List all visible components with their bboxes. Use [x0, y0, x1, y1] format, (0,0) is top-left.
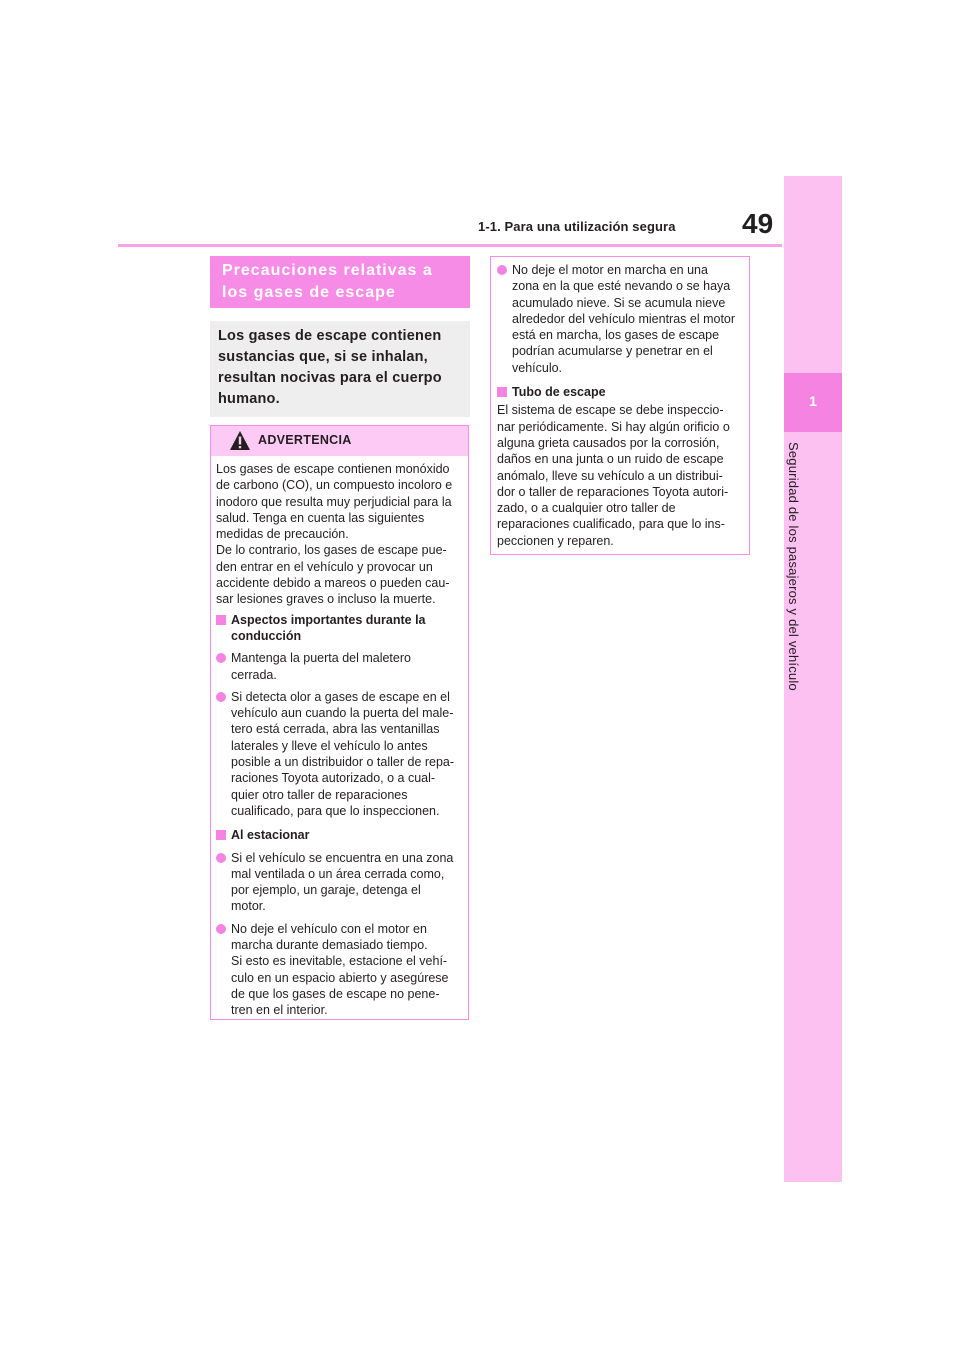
bullet-line: quier otro taller de reparaciones: [231, 787, 408, 802]
bullet-line: zona en la que esté nevando o se haya: [512, 279, 731, 294]
circle-bullet-icon: [216, 853, 226, 863]
paragraph-line: alguna grieta causados por la corrosión,: [497, 435, 720, 450]
circle-bullet-icon: [216, 692, 226, 702]
bullet-item: [216, 850, 463, 915]
bullet-line: está en marcha, los gases de escape: [512, 328, 720, 343]
section-title-line: Precauciones relativas a: [222, 262, 433, 279]
header-divider: [118, 244, 782, 247]
chapter-number: 1: [809, 393, 817, 409]
bullet-line: marcha durante demasiado tiempo.: [231, 938, 428, 953]
bullet-line: No deje el vehículo con el motor en: [231, 921, 427, 936]
summary-line: resultan nocivas para el cuerpo: [218, 370, 442, 386]
page-number: 49: [742, 208, 774, 239]
bullet-line: de que los gases de escape no pene-: [231, 986, 440, 1001]
subheading-exhaust-pipe: [497, 384, 743, 400]
paragraph-line: nar periódicamente. Si hay algún orificio o: [497, 419, 730, 434]
bullet-line: raciones Toyota autorizado, o a cual-: [231, 771, 436, 786]
subheading-line: Al estacionar: [231, 828, 310, 843]
bullet-item: [497, 262, 743, 376]
warning-intro-line: sar lesiones graves o incluso la muerte.: [216, 592, 436, 607]
warning-box: [210, 425, 469, 1020]
bullet-line: tren en el interior.: [231, 1003, 328, 1018]
circle-bullet-icon: [216, 653, 226, 663]
bullet-line: alrededor del vehículo mientras el motor: [512, 311, 736, 326]
summary-line: Los gases de escape contienen: [218, 328, 442, 344]
bullet-line: Si detecta olor a gases de escape en el: [231, 689, 450, 704]
section-title-line: los gases de escape: [222, 284, 396, 301]
warning-intro-line: inodoro que resulta muy perjudicial para la: [216, 494, 452, 509]
paragraph-line: anómalo, lleve su vehículo a un distribui-: [497, 468, 723, 483]
bullet-item: [216, 921, 463, 1019]
warning-intro-line: accidente debido a mareos o pueden cau-: [216, 576, 450, 591]
chapter-label: Seguridad de los pasajeros y del vehículo: [786, 442, 801, 691]
square-bullet-icon: [216, 615, 226, 625]
bullet-item: [216, 650, 463, 683]
section-heading: 1-1. Para una utilización segura: [478, 219, 676, 234]
bullet-line: mal ventilada o un área cerrada como,: [231, 866, 445, 881]
bullet-line: cualificado, para que lo inspeccionen.: [231, 803, 440, 818]
paragraph-line: daños en una junta o un ruido de escape: [497, 452, 724, 467]
summary-line: sustancias que, si se inhalan,: [218, 349, 428, 365]
section-title: [210, 256, 470, 308]
warning-intro-line: Los gases de escape contienen monóxido: [216, 462, 450, 476]
bullet-line: culo en un espacio abierto y asegúrese: [231, 970, 449, 985]
bullet-line: vehículo aun cuando la puerta del male-: [231, 706, 454, 721]
bullet-line: Si esto es inevitable, estacione el vehí-: [231, 954, 448, 969]
subheading-line: Tubo de escape: [512, 385, 606, 400]
warning-header: [211, 426, 468, 456]
paragraph-line: zado, o a cualquier otro taller de: [497, 501, 676, 516]
bullet-line: motor.: [231, 899, 266, 914]
subheading-line: conducción: [231, 628, 302, 643]
bullet-line: posible a un distribuidor o taller de repa-: [231, 755, 455, 770]
paragraph-line: reparaciones cualificado, para que lo ins-: [497, 517, 725, 532]
square-bullet-icon: [216, 830, 226, 840]
warning-intro-line: medidas de precaución.: [216, 527, 349, 542]
exhaust-pipe-paragraph: [497, 402, 743, 549]
summary-box: [210, 321, 470, 417]
bullet-item: [216, 689, 463, 819]
warning-intro-line: den entrar en el vehículo y provocar un: [216, 559, 433, 574]
bullet-line: Si el vehículo se encuentra en una zona: [231, 850, 454, 865]
bullet-line: acumulado nieve. Si se acumula nieve: [512, 295, 726, 310]
warning-intro: [216, 461, 463, 608]
warning-intro-line: de carbono (CO), un compuesto incoloro e: [216, 478, 453, 493]
warning-intro-line: De lo contrario, los gases de escape pue-: [216, 543, 447, 558]
section-title-text: [222, 260, 458, 304]
summary-line: humano.: [218, 391, 280, 407]
bullet-line: podrían acumularse y penetrar en el: [512, 344, 713, 359]
subheading-line: Aspectos importantes durante la: [231, 612, 426, 627]
warning-continued-box: [490, 256, 750, 555]
bullet-line: laterales y lleve el vehículo lo antes: [231, 738, 428, 753]
summary-text: [218, 326, 462, 410]
warning-title: ADVERTENCIA: [258, 433, 352, 447]
bullet-line: vehículo.: [512, 360, 563, 375]
warning-body: [211, 456, 468, 1019]
paragraph-line: peccionen y reparen.: [497, 533, 614, 548]
bullet-line: Mantenga la puerta del maletero: [231, 651, 411, 666]
circle-bullet-icon: [216, 924, 226, 934]
bullet-line: cerrada.: [231, 667, 277, 682]
paragraph-line: El sistema de escape se debe inspeccio-: [497, 403, 724, 418]
warning-triangle-icon: [229, 430, 251, 451]
warning-intro-line: salud. Tenga en cuenta las siguientes: [216, 510, 425, 525]
paragraph-line: dor o taller de reparaciones Toyota autori-: [497, 484, 729, 499]
circle-bullet-icon: [497, 265, 507, 275]
square-bullet-icon: [497, 387, 507, 397]
bullet-line: por ejemplo, un garaje, detenga el: [231, 883, 421, 898]
subheading-parking: [216, 827, 463, 843]
bullet-line: No deje el motor en marcha en una: [512, 263, 708, 277]
bullet-line: tero está cerrada, abra las ventanillas: [231, 722, 440, 737]
subheading-driving: [216, 612, 463, 645]
